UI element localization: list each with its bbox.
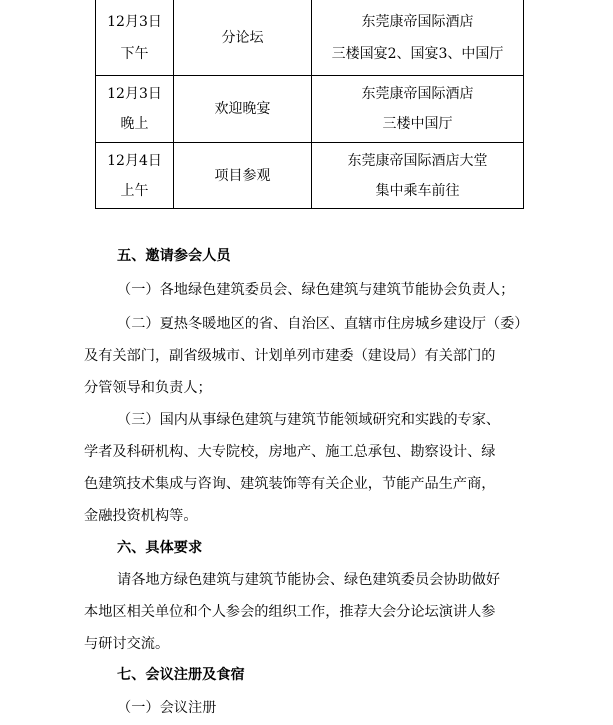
table-row (96, 76, 524, 143)
time-text: 上午 (120, 182, 149, 199)
paragraph-line: 请各地方绿色建筑与建筑节能协会、绿色建筑委员会协助做好 (117, 572, 501, 588)
paragraph-line: （一）各地绿色建筑委员会、绿色建筑与建筑节能协会负责人； (117, 282, 515, 298)
location-detail: 三楼中国厅 (382, 116, 453, 132)
table-row (96, 143, 524, 209)
paragraph-line: 及有关部门，副省级城市、计划单列市建委（建设局）有关部门的 (84, 348, 496, 364)
paragraph-line: （三）国内从事绿色建筑与建筑节能领域研究和实践的专家、 (117, 412, 501, 428)
item-cell: 欢迎晚宴 (174, 76, 312, 143)
location-cell (312, 143, 524, 209)
section-heading: 六、具体要求 (117, 540, 203, 556)
item-cell: 分论坛 (174, 0, 312, 76)
paragraph-line: 学者及科研机构、大专院校，房地产、施工总承包、勘察设计、绿 (84, 444, 496, 460)
date-cell (96, 76, 174, 143)
location-detail: 集中乘车前往 (375, 182, 460, 199)
paragraph-line: （二）夏热冬暖地区的省、自治区、直辖市住房城乡建设厅（委） (117, 316, 529, 332)
table-row (96, 0, 524, 76)
time-text: 下午 (120, 45, 149, 62)
date-cell (96, 143, 174, 209)
paragraph-line: 本地区相关单位和个人参会的组织工作，推荐大会分论坛演讲人参 (84, 604, 496, 620)
date-text: 12月3日 (107, 13, 162, 30)
paragraph-line: 金融投资机构等。 (84, 508, 198, 524)
location-cell (312, 0, 524, 76)
paragraph-line: 与研讨交流。 (84, 636, 170, 652)
paragraph-line: （一）会议注册 (117, 700, 217, 716)
date-cell (96, 0, 174, 76)
section-heading: 五、邀请参会人员 (117, 248, 231, 264)
location-text: 东莞康帝国际酒店 (361, 86, 474, 102)
schedule-table (95, 0, 524, 209)
location-cell (312, 76, 524, 143)
location-text: 东莞康帝国际酒店大堂 (347, 152, 488, 169)
date-text: 12月3日 (107, 86, 162, 102)
location-detail: 三楼国宴2、国宴3、中国厅 (331, 45, 504, 62)
location-text: 东莞康帝国际酒店 (361, 13, 474, 30)
time-text: 晚上 (120, 116, 149, 132)
item-cell: 项目参观 (174, 143, 312, 209)
date-text: 12月4日 (107, 152, 162, 169)
section-heading: 七、会议注册及食宿 (117, 667, 245, 683)
paragraph-line: 色建筑技术集成与咨询、建筑装饰等有关企业，节能产品生产商， (84, 476, 496, 492)
paragraph-line: 分管领导和负责人； (84, 380, 212, 396)
